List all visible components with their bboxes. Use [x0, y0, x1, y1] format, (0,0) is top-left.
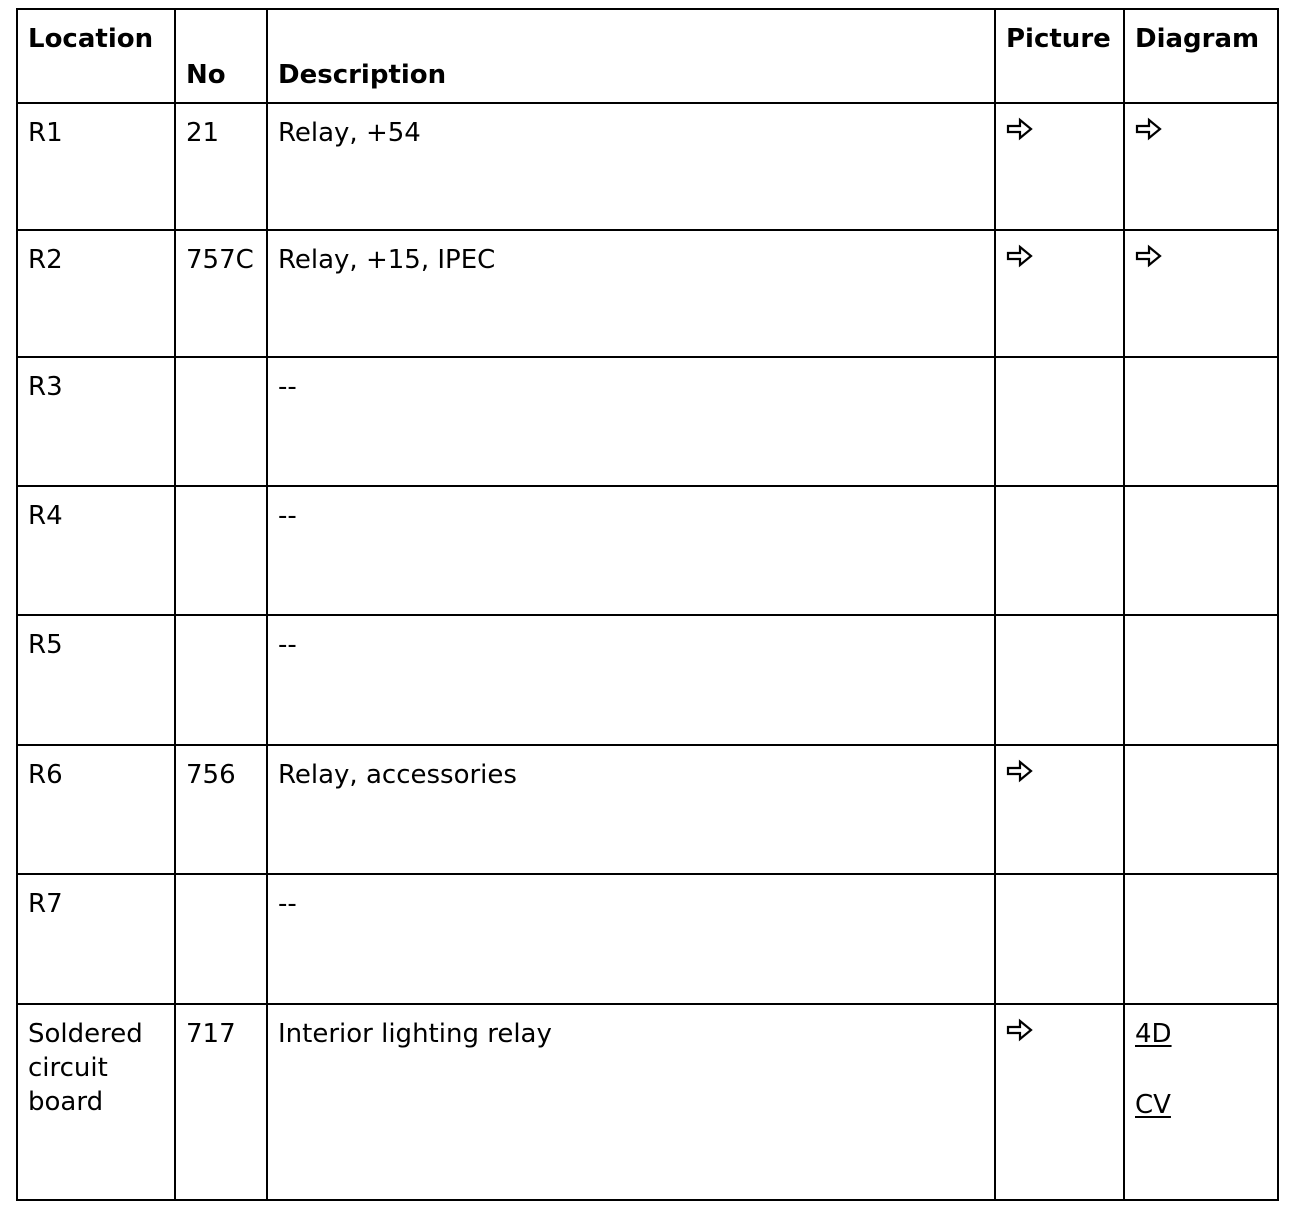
diagram-cell: [1124, 874, 1278, 1004]
location-text: R6: [28, 760, 63, 790]
table-row: [17, 615, 1278, 745]
description-cell: [267, 230, 995, 357]
location-cell: [17, 486, 175, 615]
header-no-cell: [175, 9, 267, 103]
location-cell: [17, 615, 175, 745]
arrow-right-icon[interactable]: [1006, 759, 1034, 783]
no-text: [176, 875, 266, 887]
diagram-cell: [1124, 1004, 1278, 1200]
diagram-cell: [1124, 486, 1278, 615]
header-description-cell: [267, 9, 995, 103]
no-cell: [175, 1004, 267, 1200]
table-row: [17, 357, 1278, 486]
no-text: 717: [186, 1019, 236, 1049]
header-location: Location: [28, 24, 154, 54]
no-text: [176, 616, 266, 628]
diagram-cell: [1124, 745, 1278, 874]
table-row: [17, 230, 1278, 357]
diagram-cell: [1124, 357, 1278, 486]
picture-cell: [995, 745, 1124, 874]
diagram-link-4d[interactable]: 4D: [1135, 1019, 1172, 1049]
location-text: R4: [28, 501, 63, 531]
location-cell: [17, 745, 175, 874]
picture-cell: [995, 486, 1124, 615]
location-text: R7: [28, 889, 63, 919]
description-cell: [267, 1004, 995, 1200]
description-text: --: [278, 630, 297, 660]
table-row: [17, 874, 1278, 1004]
arrow-right-icon[interactable]: [1006, 244, 1034, 268]
location-text: R1: [28, 118, 63, 148]
description-cell: [267, 874, 995, 1004]
location-text: R5: [28, 630, 63, 660]
header-diagram-cell: [1124, 9, 1278, 103]
diagram-cell: [1124, 615, 1278, 745]
header-no: No: [186, 60, 226, 90]
picture-cell: [995, 103, 1124, 230]
arrow-right-icon[interactable]: [1006, 1018, 1034, 1042]
description-text: Relay, accessories: [278, 760, 517, 790]
description-text: Relay, +15, IPEC: [278, 245, 496, 275]
description-cell: [267, 357, 995, 486]
header-row: [17, 9, 1278, 103]
description-text: --: [278, 501, 297, 531]
no-cell: [175, 615, 267, 745]
arrow-right-icon[interactable]: [1006, 117, 1034, 141]
description-cell: [267, 615, 995, 745]
location-cell: [17, 230, 175, 357]
location-cell: [17, 874, 175, 1004]
description-text: Relay, +54: [278, 118, 421, 148]
description-cell: [267, 486, 995, 615]
no-cell: [175, 230, 267, 357]
no-text: [176, 358, 266, 370]
no-cell: [175, 745, 267, 874]
picture-cell: [995, 357, 1124, 486]
header-location-cell: [17, 9, 175, 103]
no-text: 757C: [186, 245, 254, 275]
description-cell: [267, 103, 995, 230]
location-text: R3: [28, 372, 63, 402]
table-row: [17, 1004, 1278, 1200]
no-text: [176, 487, 266, 499]
no-cell: [175, 357, 267, 486]
arrow-right-icon[interactable]: [1135, 117, 1163, 141]
no-text: 756: [186, 760, 236, 790]
location-text: R2: [28, 245, 63, 275]
location-cell: [17, 1004, 175, 1200]
header-picture-cell: [995, 9, 1124, 103]
picture-cell: [995, 615, 1124, 745]
location-cell: [17, 103, 175, 230]
picture-cell: [995, 874, 1124, 1004]
description-text: --: [278, 372, 297, 402]
relay-table: [16, 8, 1279, 1201]
table-row: [17, 103, 1278, 230]
description-text: Interior lighting relay: [278, 1019, 552, 1049]
location-text: Soldered circuit board: [28, 1019, 143, 1117]
arrow-right-icon[interactable]: [1135, 244, 1163, 268]
table-row: [17, 486, 1278, 615]
picture-cell: [995, 230, 1124, 357]
description-cell: [267, 745, 995, 874]
picture-cell: [995, 1004, 1124, 1200]
diagram-link-cv[interactable]: CV: [1135, 1090, 1171, 1120]
header-diagram: Diagram: [1135, 24, 1260, 54]
header-picture: Picture: [1006, 24, 1111, 54]
header-description: Description: [278, 60, 447, 90]
table-row: [17, 745, 1278, 874]
location-cell: [17, 357, 175, 486]
no-cell: [175, 874, 267, 1004]
no-cell: [175, 103, 267, 230]
diagram-cell: [1124, 103, 1278, 230]
description-text: --: [278, 889, 297, 919]
no-cell: [175, 486, 267, 615]
diagram-cell: [1124, 230, 1278, 357]
no-text: 21: [186, 118, 220, 148]
